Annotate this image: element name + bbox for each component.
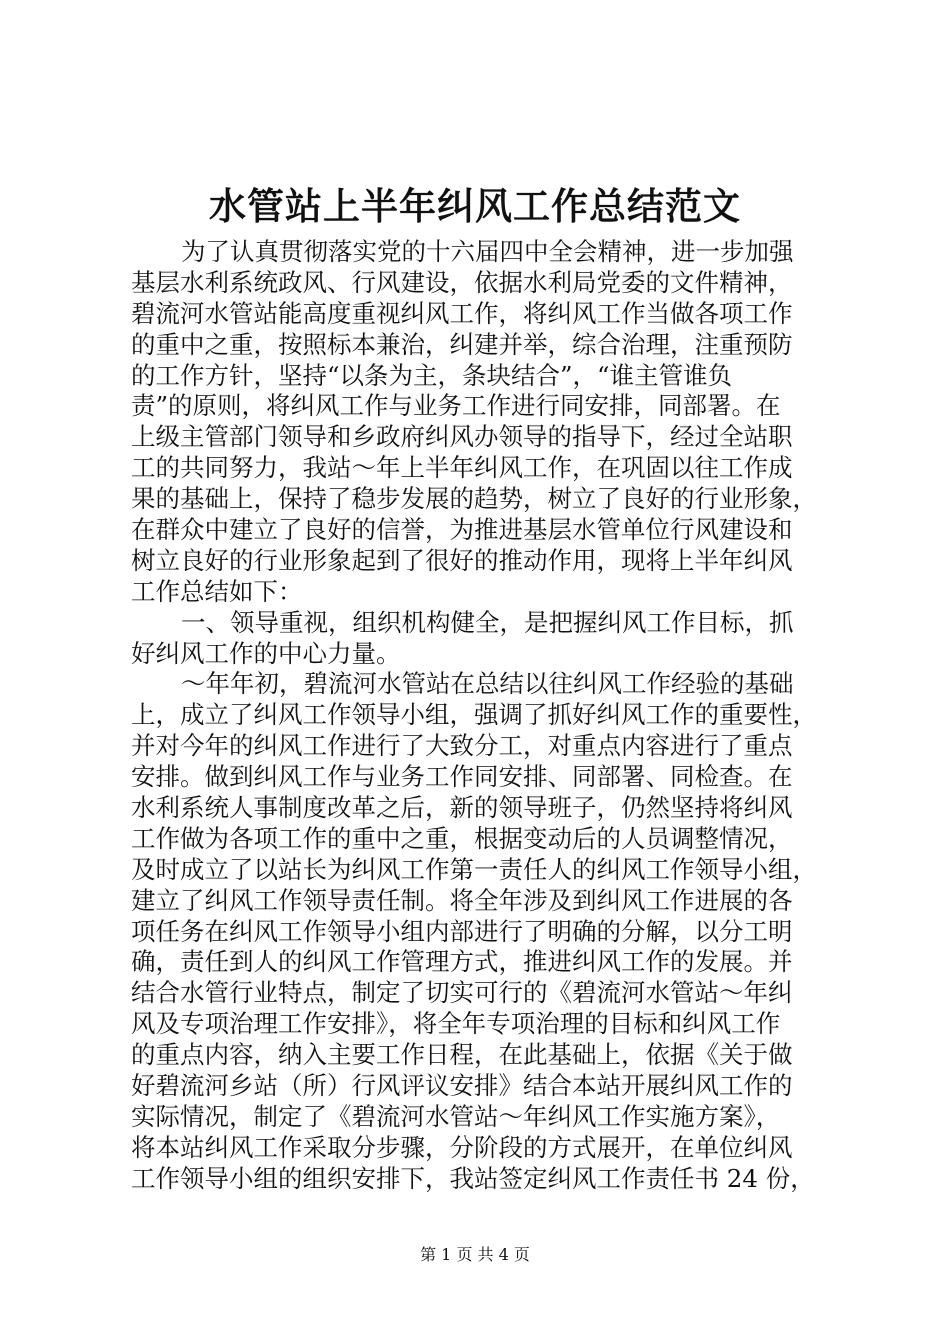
text-line: 果的基础上，保持了稳步发展的趋势，树立了良好的行业形象， xyxy=(131,484,817,514)
text-line: 责”的原则，将纠风工作与业务工作进行同安排，同部署。在 xyxy=(131,391,781,421)
text-line: 好纠风工作的中心力量。 xyxy=(131,638,401,668)
text-line: 的工作方针，坚持“以条为主，条块结合”，“谁主管谁负 xyxy=(131,360,733,390)
text-line: 确，责任到人的纠风工作管理方式，推进纠风工作的发展。并 xyxy=(131,947,793,977)
text-line: 项任务在纠风工作领导小组内部进行了明确的分解，以分工明 xyxy=(131,916,793,946)
text-line: 工作领导小组的组织安排下，我站签定纠风工作责任书 24 份， xyxy=(131,1163,815,1193)
text-line: 在群众中建立了良好的信誉，为推进基层水管单位行风建设和 xyxy=(131,515,793,545)
text-line: 并对今年的纠风工作进行了大致分工，对重点内容进行了重点 xyxy=(131,731,793,761)
text-line: 工作做为各项工作的重中之重，根据变动后的人员调整情况， xyxy=(131,823,793,853)
text-line: 风及专项治理工作安排》，将全年专项治理的目标和纠风工作 xyxy=(131,1009,781,1039)
text-line: 结合水管行业特点，制定了切实可行的《碧流河水管站～年纠 xyxy=(131,978,793,1008)
document-body xyxy=(131,237,851,1195)
text-line: 的重中之重，按照标本兼治，纠建并举，综合治理，注重预防 xyxy=(131,329,793,359)
text-line: 树立良好的行业形象起到了很好的推动作用，现将上半年纠风 xyxy=(131,545,793,575)
text-line: 上级主管部门领导和乡政府纠风办领导的指导下，经过全站职 xyxy=(131,422,793,452)
text-line: 为了认真贯彻落实党的十六届四中全会精神，进一步加强 xyxy=(181,237,794,266)
text-line: 碧流河水管站能高度重视纠风工作，将纠风工作当做各项工作 xyxy=(131,298,793,328)
text-line: 安排。做到纠风工作与业务工作同安排、同部署、同检查。在 xyxy=(131,762,793,792)
text-line: 工作总结如下： xyxy=(131,576,303,606)
document-title: 水管站上半年纠风工作总结范文 xyxy=(209,184,741,228)
text-line: 水利系统人事制度改革之后，新的领导班子，仍然坚持将纠风 xyxy=(131,793,793,823)
text-line: 一、领导重视，组织机构健全，是把握纠风工作目标，抓 xyxy=(181,607,794,637)
page-footer: 第 1 页 共 4 页 xyxy=(420,1245,530,1264)
text-line: 建立了纠风工作领导责任制。将全年涉及到纠风工作进展的各 xyxy=(131,885,793,915)
text-line: 的重点内容，纳入主要工作日程，在此基础上，依据《关于做 xyxy=(131,1040,793,1070)
text-line: 上，成立了纠风工作领导小组，强调了抓好纠风工作的重要性， xyxy=(131,700,817,730)
text-line: 将本站纠风工作采取分步骤，分阶段的方式展开，在单位纠风 xyxy=(131,1132,793,1162)
text-line: 基层水利系统政风、行风建设，依据水利局党委的文件精神， xyxy=(131,267,793,297)
text-line: 及时成立了以站长为纠风工作第一责任人的纠风工作领导小组， xyxy=(131,854,817,884)
text-line: 实际情况，制定了《碧流河水管站～年纠风工作实施方案》， xyxy=(131,1101,781,1131)
text-line: ～年年初，碧流河水管站在总结以往纠风工作经验的基础 xyxy=(181,669,794,699)
text-line: 好碧流河乡站（所）行风评议安排》结合本站开展纠风工作的 xyxy=(131,1071,793,1101)
text-line: 工的共同努力，我站～年上半年纠风工作，在巩固以往工作成 xyxy=(131,453,793,483)
